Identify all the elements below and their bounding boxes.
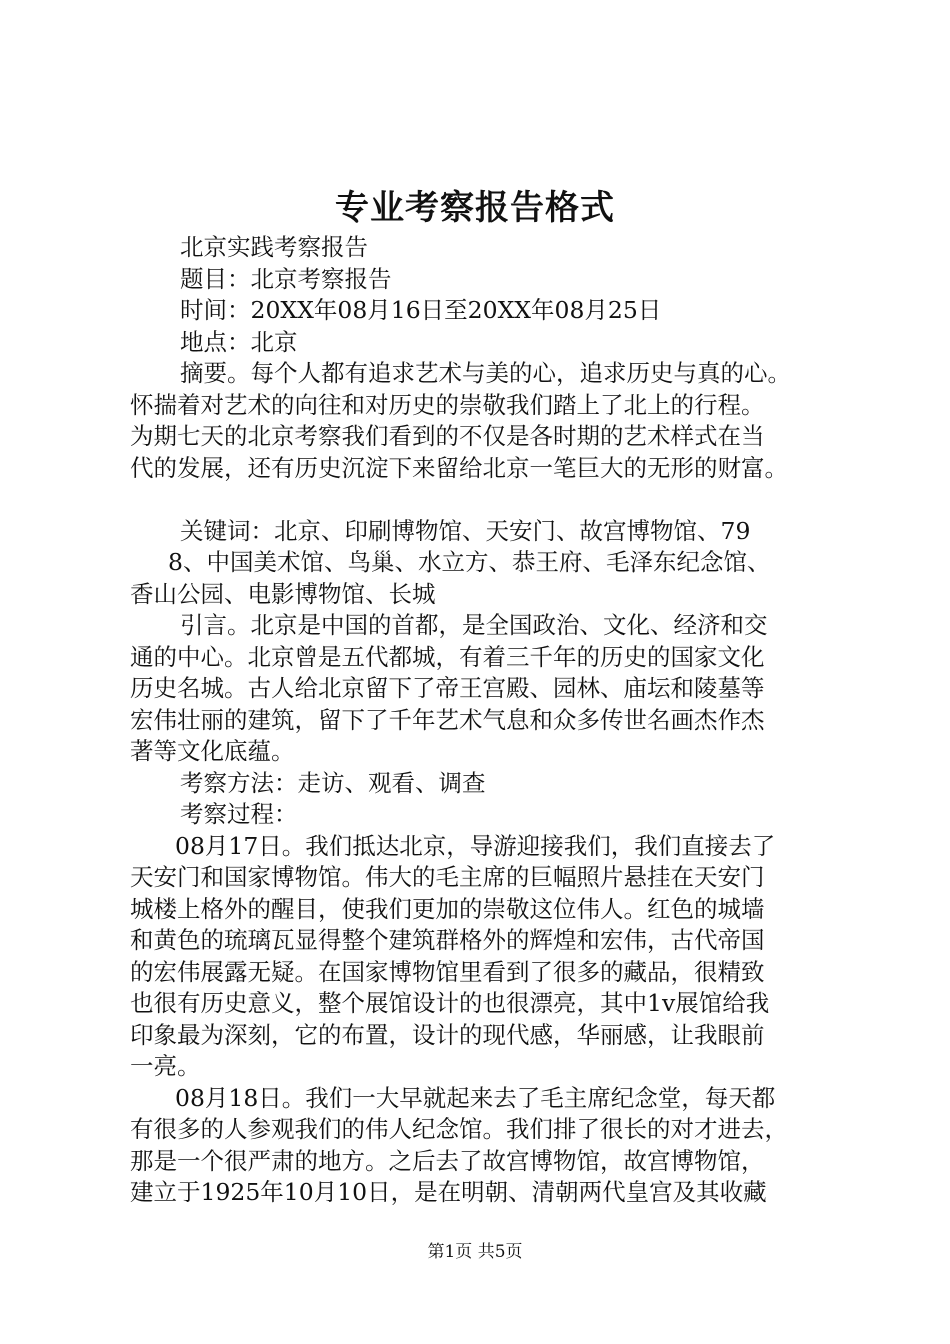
paragraph-line: 历史名城。古人给北京留下了帝王宫殿、园林、庙坛和陵墓等 xyxy=(130,674,765,702)
paragraph-line: 也很有历史意义，整个展馆设计的也很漂亮，其中1v展馆给我 xyxy=(130,989,770,1017)
paragraph-line: 建立于1925年10月10日，是在明朝、清朝两代皇宫及其收藏 xyxy=(130,1178,767,1206)
paragraph-line: 08月17日。我们抵达北京，导游迎接我们，我们直接去了 xyxy=(175,831,776,860)
paragraph-line: 的宏伟展露无疑。在国家博物馆里看到了很多的藏品，很精致 xyxy=(130,957,765,986)
document-title: 专业考察报告格式 xyxy=(335,188,615,228)
paragraph-line: 考察方法：走访、观看、调查 xyxy=(180,768,486,797)
paragraph-line: 北京实践考察报告 xyxy=(180,233,368,261)
paragraph-line: 代的发展，还有历史沉淀下来留给北京一笔巨大的无形的财富。 xyxy=(130,453,788,482)
paragraph-line: 08月18日。我们一大早就起来去了毛主席纪念堂，每天都 xyxy=(175,1083,776,1112)
paragraph-line: 引言。北京是中国的首都，是全国政治、文化、经济和交 xyxy=(180,611,768,639)
paragraph-line: 印象最为深刻，它的布置，设计的现代感，华丽感，让我眼前 xyxy=(130,1020,765,1049)
paragraph-line: 城楼上格外的醒目，使我们更加的崇敬这位伟人。红色的城墙 xyxy=(130,894,765,923)
blank-line xyxy=(130,484,842,516)
paragraph-line: 香山公园、电影博物馆、长城 xyxy=(130,579,436,608)
document-body xyxy=(130,232,842,1209)
paragraph-line: 时间：20XX年08月16日至20XX年08月25日 xyxy=(180,296,662,324)
paragraph-line: 和黄色的琉璃瓦显得整个建筑群格外的辉煌和宏伟，古代帝国 xyxy=(130,926,765,954)
paragraph-line: 一亮。 xyxy=(130,1052,201,1080)
paragraph-line: 著等文化底蕴。 xyxy=(130,737,295,765)
paragraph-line: 怀揣着对艺术的向往和对历史的崇敬我们踏上了北上的行程。 xyxy=(130,390,765,419)
page-number-footer: 第1页 共5页 xyxy=(427,1242,523,1262)
paragraph-line: 地点：北京 xyxy=(180,327,298,356)
paragraph-line: 关键词：北京、印刷博物馆、天安门、故宫博物馆、79 xyxy=(180,516,751,545)
paragraph-line: 为期七天的北京考察我们看到的不仅是各时期的艺术样式在当 xyxy=(130,422,765,450)
paragraph-line: 宏伟壮丽的建筑，留下了千年艺术气息和众多传世名画杰作杰 xyxy=(130,705,765,734)
paragraph-line: 通的中心。北京曾是五代都城，有着三千年的历史的国家文化 xyxy=(130,642,765,671)
paragraph-line: 摘要。每个人都有追求艺术与美的心，追求历史与真的心。 xyxy=(180,359,791,387)
paragraph-line: 天安门和国家博物馆。伟大的毛主席的巨幅照片悬挂在天安门 xyxy=(130,863,765,891)
paragraph-line: 考察过程： xyxy=(180,800,298,828)
paragraph-line: 那是一个很严肃的地方。之后去了故宫博物馆，故宫博物馆， xyxy=(130,1146,765,1175)
paragraph-line: 8、中国美术馆、鸟巢、水立方、恭王府、毛泽东纪念馆、 xyxy=(168,548,771,576)
paragraph-line: 题目：北京考察报告 xyxy=(180,264,392,293)
paragraph-line: 有很多的人参观我们的伟人纪念馆。我们排了很长的对才进去， xyxy=(130,1115,788,1143)
